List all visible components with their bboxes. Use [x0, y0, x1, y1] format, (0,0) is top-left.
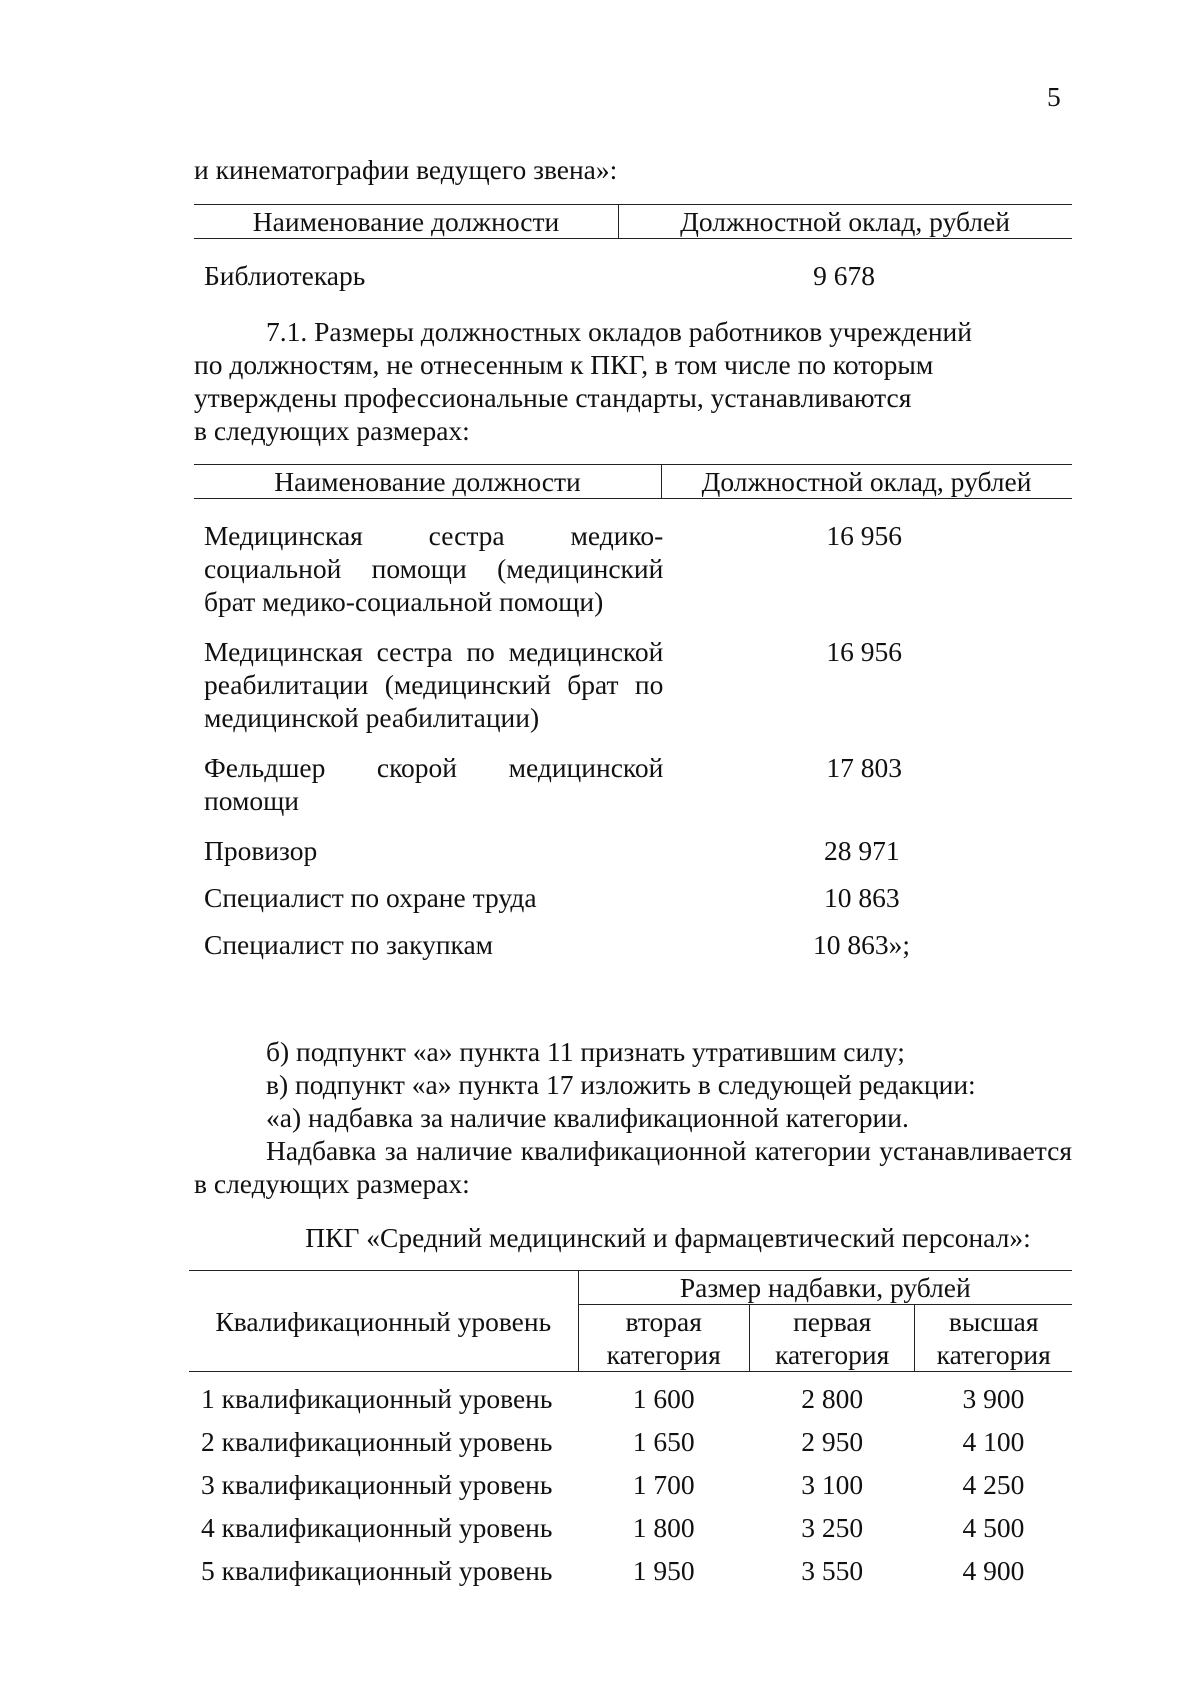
table-row	[189, 1372, 1072, 1416]
position-salary: 16 956	[826, 520, 902, 551]
allowance-value: 4 250	[962, 1469, 1025, 1500]
table-row	[194, 928, 1072, 961]
column-header-category-highest: высшая категория	[915, 1305, 1072, 1372]
position-salary: 16 956	[826, 636, 902, 667]
allowance-value: 4 500	[962, 1512, 1025, 1543]
position-name: Библиотекарь	[204, 260, 366, 291]
paragraph-7-1	[194, 315, 1072, 447]
level-name: 3 квалификационный уровень	[201, 1469, 553, 1500]
column-header-position: Наименование должности	[194, 205, 619, 238]
table-row	[189, 1458, 1072, 1501]
column-group-header: Размер надбавки, рублей	[578, 1271, 1072, 1305]
table-row	[189, 1415, 1072, 1458]
allowance-paragraph: Надбавка за наличие квалификационной категории устанавливается в следующих размерах:	[194, 1135, 1072, 1199]
position-name: Провизор	[204, 835, 318, 866]
allowance-value: 1 700	[632, 1469, 695, 1500]
allowance-value: 3 550	[801, 1555, 864, 1586]
position-name: Специалист по закупкам	[204, 929, 494, 960]
allowance-value: 4 100	[962, 1426, 1025, 1457]
allowance-value: 3 250	[801, 1512, 864, 1543]
table-body	[194, 519, 1072, 961]
allowance-value: 4 900	[962, 1555, 1025, 1586]
paragraph-line: по должностям, не отнесенным к ПКГ, в том числе по которым	[194, 349, 934, 380]
table-header	[194, 464, 1072, 499]
position-salary: 10 863	[824, 882, 900, 913]
table-row	[194, 834, 1072, 867]
subpoint-b: б) подпункт «а» пункта 11 признать утратившим силу;	[266, 1036, 905, 1067]
column-header-position: Наименование должности	[194, 465, 662, 498]
position-salary: 10 863»;	[813, 929, 911, 960]
position-salary: 17 803	[826, 752, 902, 783]
allowance-value: 1 800	[632, 1512, 695, 1543]
allowance-value: 2 800	[801, 1383, 864, 1414]
level-name: 5 квалификационный уровень	[201, 1555, 553, 1586]
page-number: 5	[1047, 81, 1061, 112]
position-salary: 28 971	[824, 835, 900, 866]
table-row	[194, 519, 1072, 618]
allowance-value: 3 900	[962, 1383, 1025, 1414]
column-header-level: Квалификационный уровень	[189, 1271, 578, 1372]
allowance-value: 3 100	[801, 1469, 864, 1500]
level-name: 2 квалификационный уровень	[201, 1426, 553, 1457]
column-header-category-first: первая категория	[749, 1305, 914, 1372]
subpoints-block	[194, 1035, 1072, 1200]
level-name: 1 квалификационный уровень	[201, 1383, 553, 1414]
table-header	[194, 204, 1072, 239]
position-salary: 9 678	[813, 260, 875, 291]
intro-line: и кинематографии ведущего звена»:	[194, 154, 618, 185]
table-row	[194, 259, 1072, 292]
allowance-value: 1 650	[632, 1426, 695, 1457]
subpoint-v: в) подпункт «а» пункта 17 изложить в следующей редакции:	[266, 1069, 976, 1100]
subpoint-a: «а) надбавка за наличие квалификационной категории.	[266, 1102, 909, 1133]
qualification-allowance-table	[189, 1270, 1072, 1587]
table-row	[189, 1501, 1072, 1544]
allowance-value: 1 600	[632, 1383, 695, 1414]
table-row	[194, 881, 1072, 914]
position-name: Медицинская сестра по медицинской реабилитации (медицинский брат по медицинской реабилитации)	[204, 636, 664, 733]
position-name: Фельдшер скорой медицинской помощи	[204, 752, 664, 816]
table-header-row	[189, 1271, 1072, 1305]
column-header-category-second: вторая категория	[578, 1305, 749, 1372]
librarian-salary-table	[194, 204, 1072, 292]
table-row	[194, 635, 1072, 734]
unclassified-positions-table	[194, 464, 1072, 978]
position-name: Медицинская сестра медико-социальной помощи (медицинский брат медико-социальной помощи)	[204, 520, 664, 617]
paragraph-line: в следующих размерах:	[194, 415, 470, 446]
pkg-title: ПКГ «Средний медицинский и фармацевтический персонал»:	[305, 1222, 1031, 1253]
allowance-value: 1 950	[632, 1555, 695, 1586]
position-name: Специалист по охране труда	[204, 882, 537, 913]
column-header-salary: Должностной оклад, рублей	[701, 466, 1032, 497]
allowance-value: 2 950	[801, 1426, 864, 1457]
paragraph-line: утверждены профессиональные стандарты, устанавливаются	[194, 382, 912, 413]
table-row	[189, 1544, 1072, 1587]
table-row	[194, 751, 1072, 817]
column-header-salary: Должностной оклад, рублей	[680, 206, 1010, 237]
level-name: 4 квалификационный уровень	[201, 1512, 553, 1543]
paragraph-line: 7.1. Размеры должностных окладов работников учреждений	[266, 316, 972, 347]
